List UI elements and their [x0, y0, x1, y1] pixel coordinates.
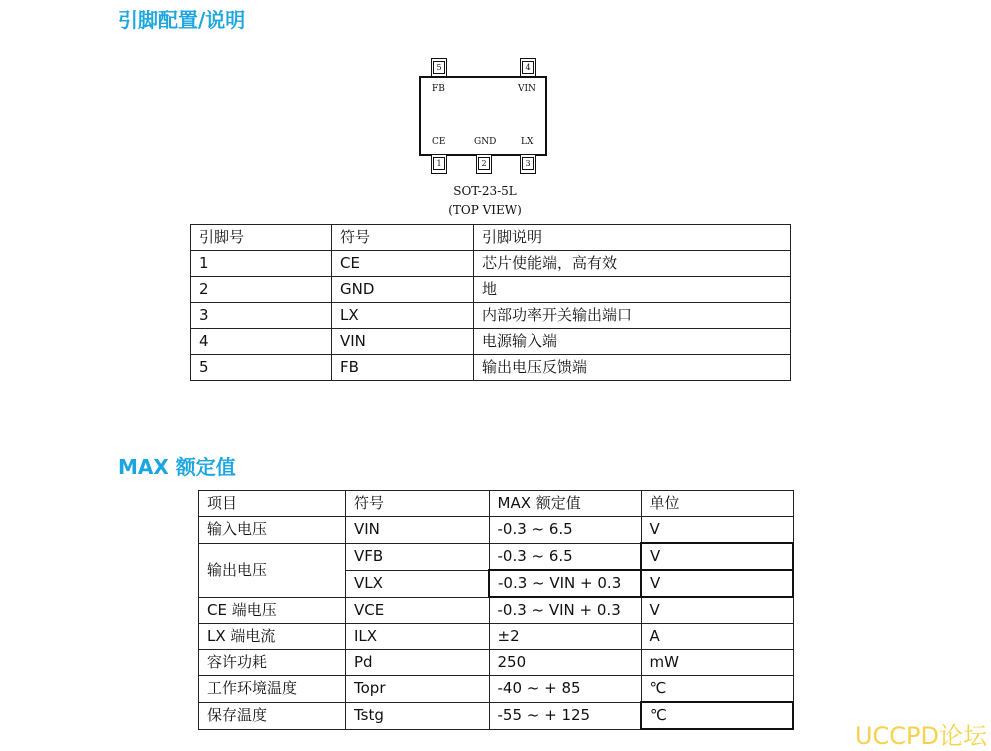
item-cell: 保存温度 — [199, 702, 346, 729]
symbol-cell: VLX — [346, 570, 490, 597]
pin-symbol: VIN — [332, 329, 474, 355]
pin-symbol: GND — [332, 277, 474, 303]
table-row — [191, 251, 791, 277]
section-title-max-ratings: MAX 额定值 — [118, 455, 236, 479]
unit-cell: V — [641, 597, 793, 624]
rating-cell: -0.3 ~ 6.5 — [489, 517, 641, 544]
table-row — [199, 517, 794, 544]
table-header-row — [199, 491, 794, 517]
table-row — [191, 277, 791, 303]
pin-description: 地 — [474, 277, 791, 303]
sot23-5l-package-diagram — [417, 54, 551, 178]
pin-description: 输出电压反馈端 — [474, 355, 791, 381]
symbol-cell: Topr — [346, 676, 490, 703]
package-caption-name: SOT-23-5L — [453, 184, 517, 198]
unit-cell: ℃ — [641, 676, 793, 703]
pin-description: 芯片使能端，高有效 — [474, 251, 791, 277]
table-row — [199, 702, 794, 729]
item-cell: 工作环境温度 — [199, 676, 346, 703]
pin-label-gnd: GND — [474, 137, 497, 147]
header-cell: 符号 — [346, 491, 490, 517]
rating-cell: -0.3 ~ 6.5 — [489, 543, 641, 570]
table-row — [199, 676, 794, 703]
watermark: UCCPD论坛 — [854, 722, 987, 750]
table-row — [191, 355, 791, 381]
item-cell: CE 端电压 — [199, 597, 346, 624]
header-cell: 单位 — [641, 491, 793, 517]
pin-description: 内部功率开关输出端口 — [474, 303, 791, 329]
rating-cell: -40 ~ + 85 — [489, 676, 641, 703]
table-row — [191, 329, 791, 355]
table-row — [199, 597, 794, 624]
symbol-cell: VCE — [346, 597, 490, 624]
pin-label-fb: FB — [432, 84, 445, 94]
item-cell: 输入电压 — [199, 517, 346, 544]
pin-2: 2 — [476, 154, 492, 174]
header-cell: MAX 额定值 — [489, 491, 641, 517]
table-row — [199, 650, 794, 676]
pin-1: 1 — [431, 154, 447, 174]
table-row — [199, 543, 794, 570]
symbol-cell: VFB — [346, 543, 490, 570]
unit-cell: mW — [641, 650, 793, 676]
item-cell: LX 端电流 — [199, 624, 346, 650]
header-cell: 引脚号 — [191, 225, 332, 251]
header-cell: 引脚说明 — [474, 225, 791, 251]
max-ratings-table — [198, 490, 794, 730]
pin-symbol: LX — [332, 303, 474, 329]
pin-symbol: FB — [332, 355, 474, 381]
table-header-row — [191, 225, 791, 251]
pin-number: 4 — [191, 329, 332, 355]
section-title-pin-config: 引脚配置/说明 — [118, 8, 246, 32]
unit-cell: V — [641, 570, 793, 597]
unit-cell: A — [641, 624, 793, 650]
package-caption-view: (TOP VIEW) — [448, 203, 522, 217]
pin-description: 电源输入端 — [474, 329, 791, 355]
pin-4: 4 — [520, 58, 536, 78]
rating-cell: -0.3 ~ VIN + 0.3 — [489, 597, 641, 624]
pin-label-lx: LX — [521, 137, 534, 147]
item-cell: 容许功耗 — [199, 650, 346, 676]
table-row — [191, 303, 791, 329]
pin-label-vin: VIN — [518, 84, 536, 94]
pin-number: 3 — [191, 303, 332, 329]
rating-cell: -55 ~ + 125 — [489, 702, 641, 729]
rating-cell: -0.3 ~ VIN + 0.3 — [489, 570, 641, 597]
unit-cell: V — [641, 517, 793, 544]
symbol-cell: VIN — [346, 517, 490, 544]
pin-number: 5 — [191, 355, 332, 381]
symbol-cell: ILX — [346, 624, 490, 650]
symbol-cell: Tstg — [346, 702, 490, 729]
rating-cell: ±2 — [489, 624, 641, 650]
header-cell: 符号 — [332, 225, 474, 251]
pin-number: 2 — [191, 277, 332, 303]
unit-cell: ℃ — [641, 702, 793, 729]
pin-5: 5 — [431, 58, 447, 78]
unit-cell: V — [641, 543, 793, 570]
item-cell: 输出电压 — [199, 543, 346, 597]
pin-3: 3 — [520, 154, 536, 174]
symbol-cell: Pd — [346, 650, 490, 676]
pin-label-ce: CE — [432, 137, 446, 147]
pin-symbol: CE — [332, 251, 474, 277]
pin-description-table — [190, 224, 791, 381]
pin-number: 1 — [191, 251, 332, 277]
table-row — [199, 624, 794, 650]
rating-cell: 250 — [489, 650, 641, 676]
header-cell: 项目 — [199, 491, 346, 517]
